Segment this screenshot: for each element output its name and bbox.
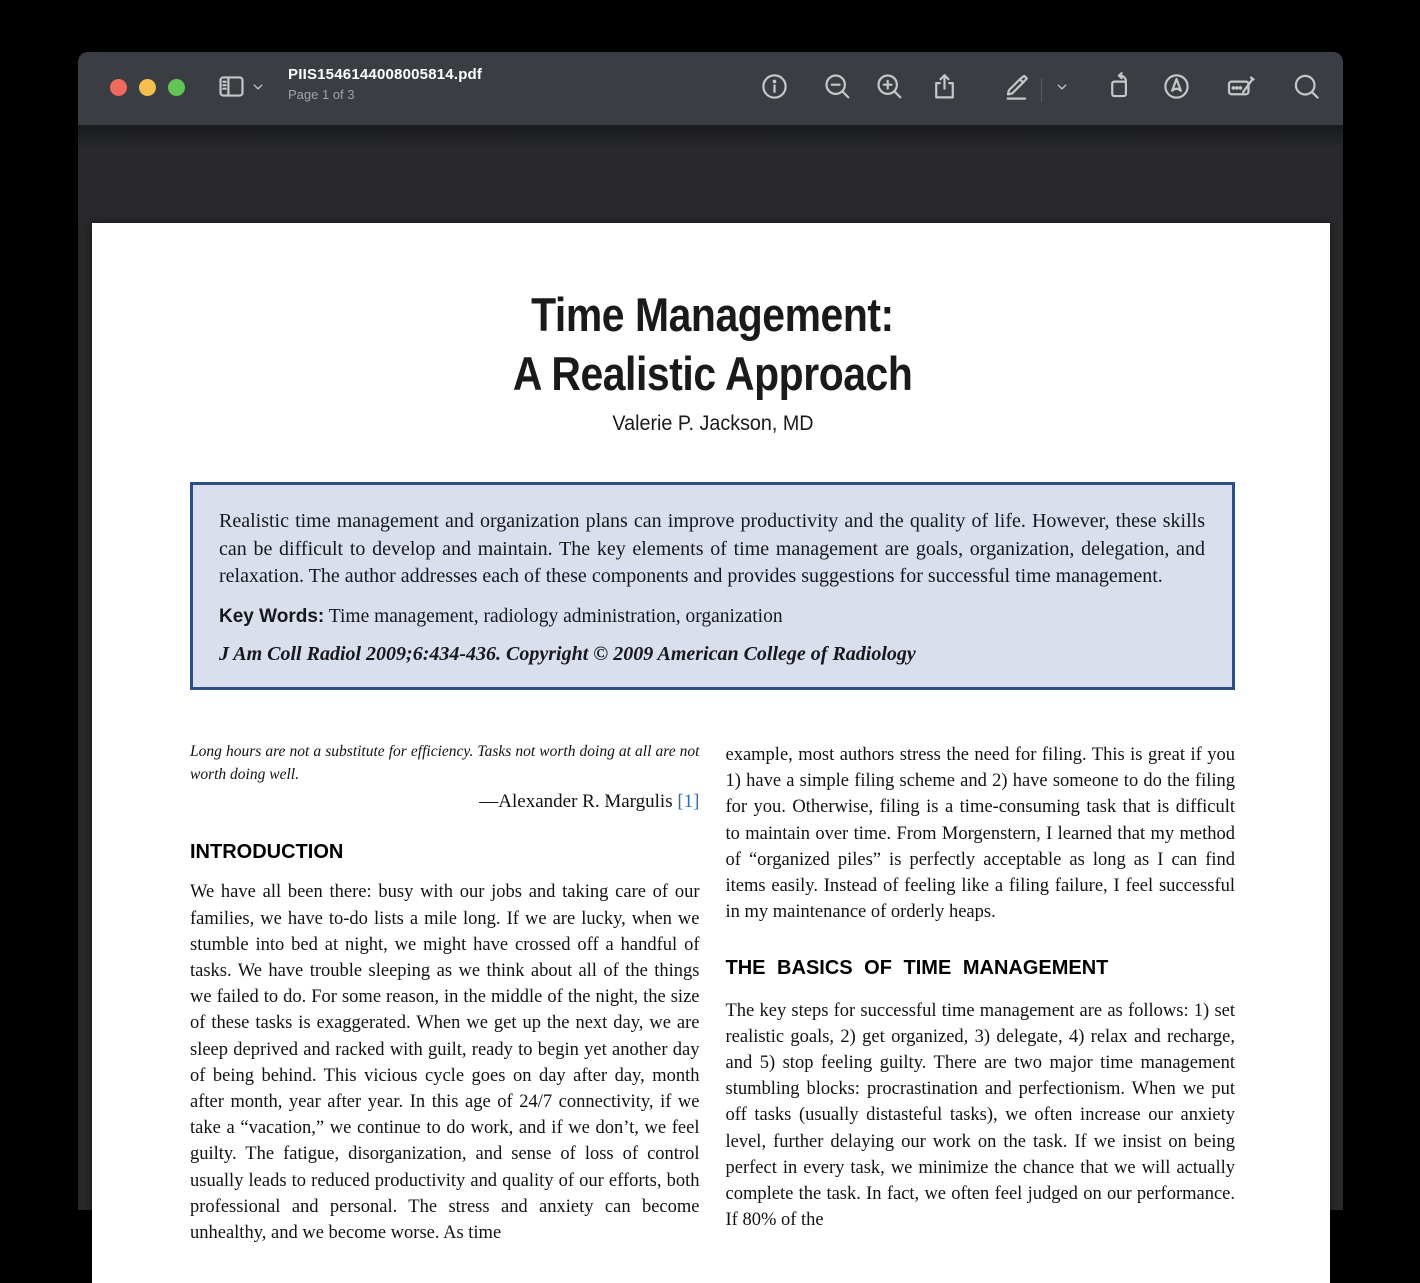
section-heading-basics: THE BASICS OF TIME MANAGEMENT: [725, 957, 1109, 980]
search-button[interactable]: [1289, 72, 1323, 106]
intro-paragraph: We have all been there: busy with our jobs and taking care of our families, we have to-do lists a mile long. If we are lucky, when we stumble into bed at night, we might have crossed off a handful of tasks. We have trouble sleeping as we think about all of the things we failed to do. For some reason, in the middle of the night, the size of these tasks is exaggerated. When we get up the next day, we are sleep deprived and racked with guilt, ready to begin yet another day of being behind. This vicious cycle goes on day after day, month after month, year after year. In this age of 24/7 connectivity, if we take a “vacation,” we continue to do work, and if we don’t, we feel guilty. The fatigue, disorganization, and sense of loss of control usually leads to reduced productivity and quality of our efforts, both professional and personal. The stress and anxiety can become unhealthy, and we become worse. As time: [190, 882, 700, 1243]
zoom-out-button[interactable]: [820, 72, 854, 106]
titlebar[interactable]: [78, 52, 1343, 125]
abstract-box: [190, 482, 1235, 690]
form-fill-button[interactable]: [1224, 72, 1258, 106]
zoom-in-icon: [874, 71, 905, 107]
zoom-in-button[interactable]: [872, 72, 906, 106]
share-button[interactable]: [927, 72, 961, 106]
search-icon: [1291, 71, 1322, 107]
article-title: Time Management: A Realistic Approach: [512, 288, 913, 401]
zoom-button[interactable]: [168, 79, 185, 96]
continuation-paragraph: example, most authors stress the need for filing. This is great if you 1) have a simple filing scheme and 2) have someone to do the filing for you. Otherwise, filing is a time-consuming task that is difficult to maintain over time. From Morgenstern, I learned that my method of “organized piles” is perfectly acceptable as long as I can find items easily. Instead of feeling like a filing failure, I feel successful in my maintenance of orderly heaps.: [725, 744, 1235, 923]
markup-menu-button[interactable]: [1049, 72, 1075, 106]
markup-button[interactable]: [999, 72, 1033, 106]
info-icon: [759, 71, 790, 107]
rotate-button[interactable]: [1103, 72, 1137, 106]
close-button[interactable]: [110, 79, 127, 96]
zoom-out-icon: [822, 71, 853, 107]
article-columns: [190, 740, 1235, 1246]
toolbar-divider: [1041, 78, 1042, 102]
epigraph: Long hours are not a substitute for efficiency. Tasks not worth doing at all are not worth doing well.: [190, 742, 700, 783]
chevron-down-icon: [1053, 78, 1071, 101]
basics-paragraph: The key steps for successful time management are as follows: 1) set realistic goals, 2) get organized, 3) delegate, 4) relax and recharge, and 5) stop feeling guilty. There are two major time management stumbling blocks: procrastination and perfectionism. When we put off tasks (usually distasteful tasks), we often increase our anxiety level, further delaying our work on the task. If we insist on being perfect in every task, we minimize the chance that we will actually complete the task. In fact, we often feel judged on our performance. If 80% of the: [725, 1000, 1235, 1231]
reference-link[interactable]: [1]: [677, 790, 700, 812]
window-controls: [110, 79, 185, 96]
citation-line: J Am Coll Radiol 2009;6:434-436. Copyright © 2009 American College of Radiology: [219, 642, 916, 665]
annotate-button[interactable]: [1159, 72, 1193, 106]
markup-pencil-icon: [1001, 71, 1032, 107]
keywords-label: Key Words:: [219, 605, 325, 627]
preview-window: [78, 52, 1343, 1243]
section-heading-introduction: INTRODUCTION: [190, 841, 344, 864]
page-indicator: Page 1 of 3: [288, 87, 355, 102]
document-filename: PIIS1546144008005814.pdf: [288, 66, 483, 83]
sidebar-menu-button[interactable]: [246, 72, 270, 106]
window-title-block: [288, 66, 482, 102]
minimize-button[interactable]: [139, 79, 156, 96]
keywords-text: Time management, radiology administration, organization: [324, 605, 783, 627]
share-icon: [929, 71, 960, 107]
pdf-viewer-area[interactable]: [78, 125, 1343, 1243]
form-fill-sign-icon: [1225, 71, 1257, 108]
info-button[interactable]: [757, 72, 791, 106]
keywords-line: [219, 604, 1205, 630]
pdf-page: [92, 223, 1330, 1283]
article-author: Valerie P. Jackson, MD: [611, 412, 814, 436]
epigraph-attribution: —Alexander R. Margulis [1]: [479, 790, 700, 812]
rotate-icon: [1105, 71, 1136, 107]
pen-nib-icon: [1161, 71, 1192, 107]
sidebar-toggle-button[interactable]: [214, 72, 248, 106]
right-column: [726, 740, 1236, 1246]
sidebar-icon: [216, 71, 247, 107]
left-column: [190, 740, 700, 1246]
abstract-text: Realistic time management and organization plans can improve productivity and the quality of life. However, these skills can be difficult to develop and maintain. The key elements of time management are goals, organization, delegation, and relaxation. The author addresses each of these components and provides suggestions for successful time management.: [219, 510, 1205, 588]
chevron-down-icon: [249, 78, 267, 101]
